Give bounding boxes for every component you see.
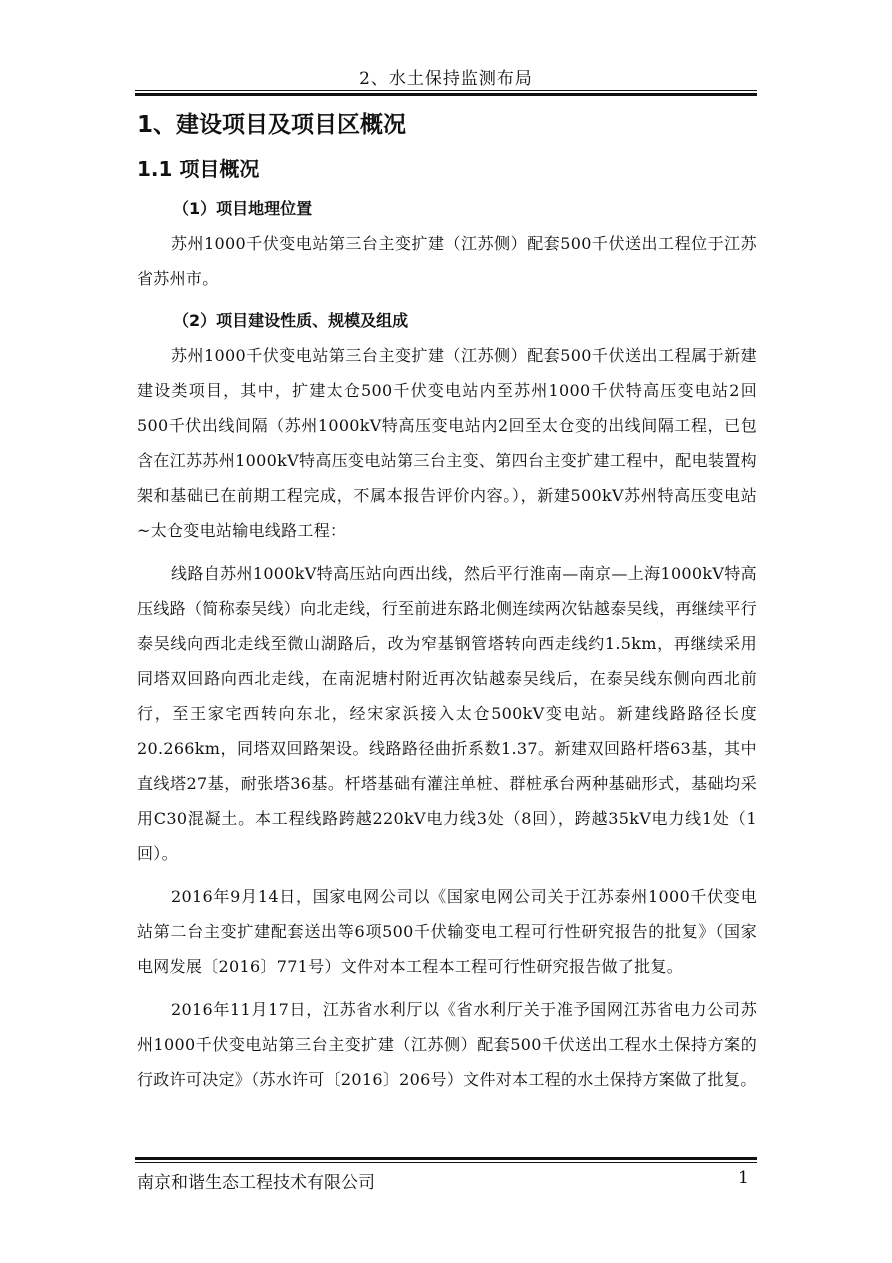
subsection-title: 1.1 项目概况 <box>137 157 260 181</box>
location-heading: （1）项目地理位置 <box>173 199 313 218</box>
footer-rule-thick <box>135 1157 757 1160</box>
running-header: 2、水土保持监测布局 <box>359 69 533 89</box>
nature-paragraph-2: 线路自苏州1000kV特高压站向西出线，然后平行淮南—南京—上海1000kV特高压线路（简称泰吴线）向北走线，行至前进东路北侧连续两次钻越泰吴线，再继续平行泰吴线向西北走线至微山湖路后，改为窄基钢管塔转向西走线约1.5km，再继续采用同塔双回路向西北走线，在南泥塘村附近再次钻越泰吴线后，在泰吴线东侧向西北前行，至王家宅西转向东北，经宋家浜接入太仓500kV变电站。新建线路路径长度20.266km，同塔双回路架设。线路路径曲折系数1.37。新建双回路杆塔63基，其中直线塔27基，耐张塔36基。杆塔基础有灌注单桩、群桩承台两种基础形式，基础均采用C30混凝土。本工程线路跨越220kV电力线3处（8回），跨越35kV电力线1处（1回）。 <box>137 564 757 863</box>
nature-paragraph-1: 苏州1000千伏变电站第三台主变扩建（江苏侧）配套500千伏送出工程属于新建建设类项目，其中，扩建太仓500千伏变电站内至苏州1000千伏特高压变电站2回500千伏出线间隔（苏州1000kV特高压变电站内2回至太仓变的出线间隔工程，已包含在江苏苏州1000kV特高压变电站第三台主变、第四台主变扩建工程中，配电装置构架和基础已在前期工程完成，不属本报告评价内容。），新建500kV苏州特高压变电站~太仓变电站输电线路工程： <box>137 346 757 540</box>
nature-paragraph-4: 2016年11月17日，江苏省水利厅以《省水利厅关于准予国网江苏省电力公司苏州1000千伏变电站第三台主变扩建（江苏侧）配套500千伏送出工程水土保持方案的行政许可决定》（苏水许可〔2016〕206号）文件对本工程的水土保持方案做了批复。 <box>137 1000 757 1089</box>
footer-rule-thin <box>135 1162 757 1163</box>
header-rule-thick <box>135 93 757 96</box>
header-rule-thin <box>135 90 757 91</box>
location-paragraph: 苏州1000千伏变电站第三台主变扩建（江苏侧）配套500千伏送出工程位于江苏省苏州市。 <box>137 234 757 288</box>
body-content <box>137 108 757 1097</box>
footer-company: 南京和谐生态工程技术有限公司 <box>137 1173 375 1193</box>
page-number: 1 <box>738 1168 749 1188</box>
nature-heading: （2）项目建设性质、规模及组成 <box>173 311 409 330</box>
section-title: 1、建设项目及项目区概况 <box>137 112 407 138</box>
nature-paragraph-3: 2016年9月14日，国家电网公司以《国家电网公司关于江苏泰州1000千伏变电站第二台主变扩建配套送出等6项500千伏输变电工程可行性研究报告的批复》（国家电网发展〔2016〕771号）文件对本工程本工程可行性研究报告做了批复。 <box>137 887 757 976</box>
